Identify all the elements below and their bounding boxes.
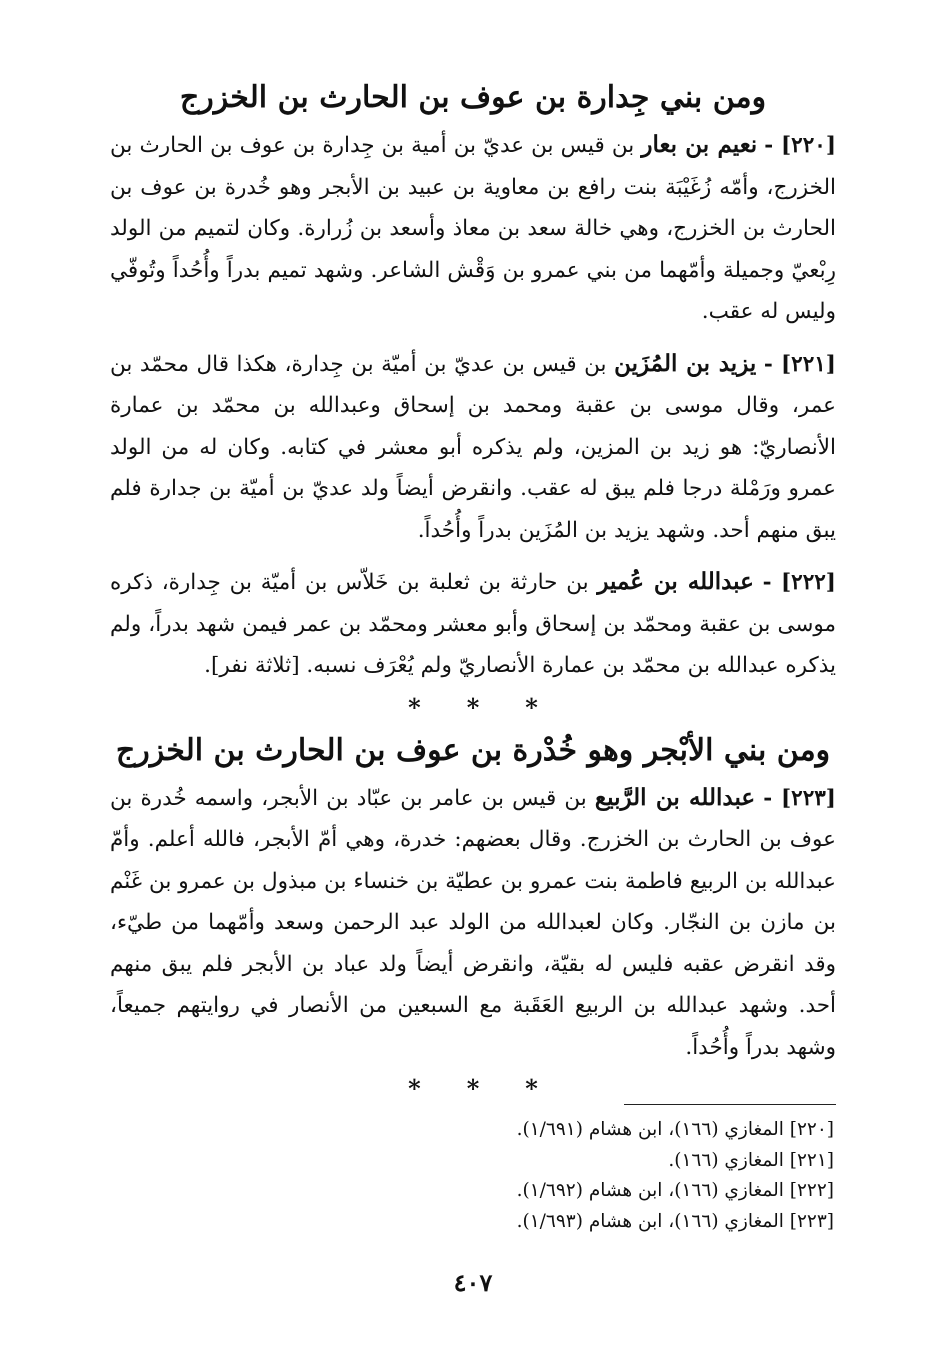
end-divider-stars — [110, 1074, 836, 1103]
section-heading-jidara: ومن بني جِدارة بن عوف بن الحارث بن الخزرج — [179, 80, 767, 115]
footnote-separator — [624, 1104, 836, 1105]
entry-number: [٢٢٢] - — [762, 570, 836, 595]
star-ornament: * — [466, 692, 480, 722]
entry-text: بن قيس بن عديّ بن أمية بن جِدارة بن عوف بن الحارث بن الخزرج، وأمّه زُغَيْبَة بنت رافع بن معاوية بن عبيد بن الأبجر وهو خُدرة بن عوف بن الحارث بن الخزرج، وهي خالة سعد بن معاذ وأسعد بن زُرارة. وكان لتميم من الولد رِبْعيّ وجميلة وأمّهما من بني عمرو بن وَقْش الشاعر. وشهد تميم بدراً وأُحُداً وتُوفّي وليس له عقب. — [110, 133, 836, 324]
entry-number: [٢٢٠] - — [764, 133, 836, 158]
section-heading-abjar: ومن بني الأبْجر وهو خُدْرة بن عوف بن الحارث بن الخزرج — [115, 732, 831, 768]
biography-entry-220 — [110, 124, 836, 333]
star-ornament: * — [525, 692, 538, 722]
entry-text: بن حارثة بن ثعلبة بن خَلاّس بن أميّة بن جِدارة، ذكره موسى بن عقبة ومحمّد بن إسحاق وأبو معشر ومحمّد بن عمر فيمن شهد بدراً، ولم يذكره عبدالله بن محمّد بن عمارة الأنصاريّ ولم يُعْرَف نسبه. [ثلاثة نفر]. — [110, 570, 836, 678]
footnote-221: [٢٢١] المغازي (١٦٦). — [668, 1149, 834, 1171]
biography-entry-221 — [110, 343, 836, 552]
entry-text: بن قيس بن عامر بن عبّاد بن الأبجر، واسمه خُدرة بن عوف بن الحارث بن الخزرج. وقال بعضهم: خدرة، وهي أمّ الأبجر، فالله أعلم. وأمّ عبدالله بن الربيع فاطمة بنت عمرو بن عطيّة بن خنساء بن مبذول بن عمرو بن غَنْم بن مازن بن النجّار. وكان لعبدالله من الولد عبد الرحمن وسعد وأمّهما من طيّء، وقد انقرض عقبه فليس له بقيّة، وانقرض أيضاً ولد عباد بن الأبجر فلم يبق منهم أحد. وشهد عبدالله بن الربيع العَقَبة مع السبعين من الأنصار في روايتهم جميعاً، وشهد بدراً وأُحُداً. — [110, 785, 836, 1060]
star-ornament: * — [408, 692, 421, 722]
biography-entry-223 — [110, 777, 836, 1069]
star-ornament: * — [408, 1074, 421, 1103]
footnote-220: [٢٢٠] المغازي (١٦٦)، ابن هشام (١/٦٩١). — [516, 1119, 834, 1140]
section-divider-stars — [110, 692, 836, 722]
biography-entry-222 — [110, 561, 836, 687]
entry-number: [٢٢٣] - — [763, 785, 836, 811]
entry-name: نعيم بن بعار — [641, 131, 758, 158]
star-ornament: * — [466, 1074, 480, 1103]
entry-name: يزيد بن المُزَين — [614, 349, 757, 377]
footnote-222: [٢٢٢] المغازي (١٦٦)، ابن هشام (١/٦٩٢). — [516, 1180, 834, 1201]
entry-name: عبدالله بن عُمير — [597, 568, 754, 595]
entry-name: عبدالله بن الرَّبيع — [594, 783, 756, 811]
footnotes — [110, 1115, 836, 1237]
page-number: ٤٠٧ — [453, 1268, 493, 1297]
star-ornament: * — [525, 1074, 538, 1103]
footnote-223: [٢٢٣] المغازي (١٦٦)، ابن هشام (١/٦٩٣). — [516, 1210, 834, 1232]
entry-number: [٢٢١] - — [763, 351, 836, 377]
entry-text: بن قيس بن عديّ بن أميّة بن جِدارة، هكذا قال محمّد بن عمر، وقال موسى بن عقبة ومحمد بن إسحاق وعبدالله بن محمّد بن عمارة الأنصاريّ: هو زيد بن المزين، ولم يذكره أبو معشر في كتابه. وكان له من الولد عمرو ورَمْلة درجا فلم يبق له عقب. وانقرض أيضاً ولد عديّ بن أميّة بن جدارة فلم يبق منهم أحد. وشهد يزيد بن المُزَين بدراً وأُحُداً. — [110, 351, 836, 543]
